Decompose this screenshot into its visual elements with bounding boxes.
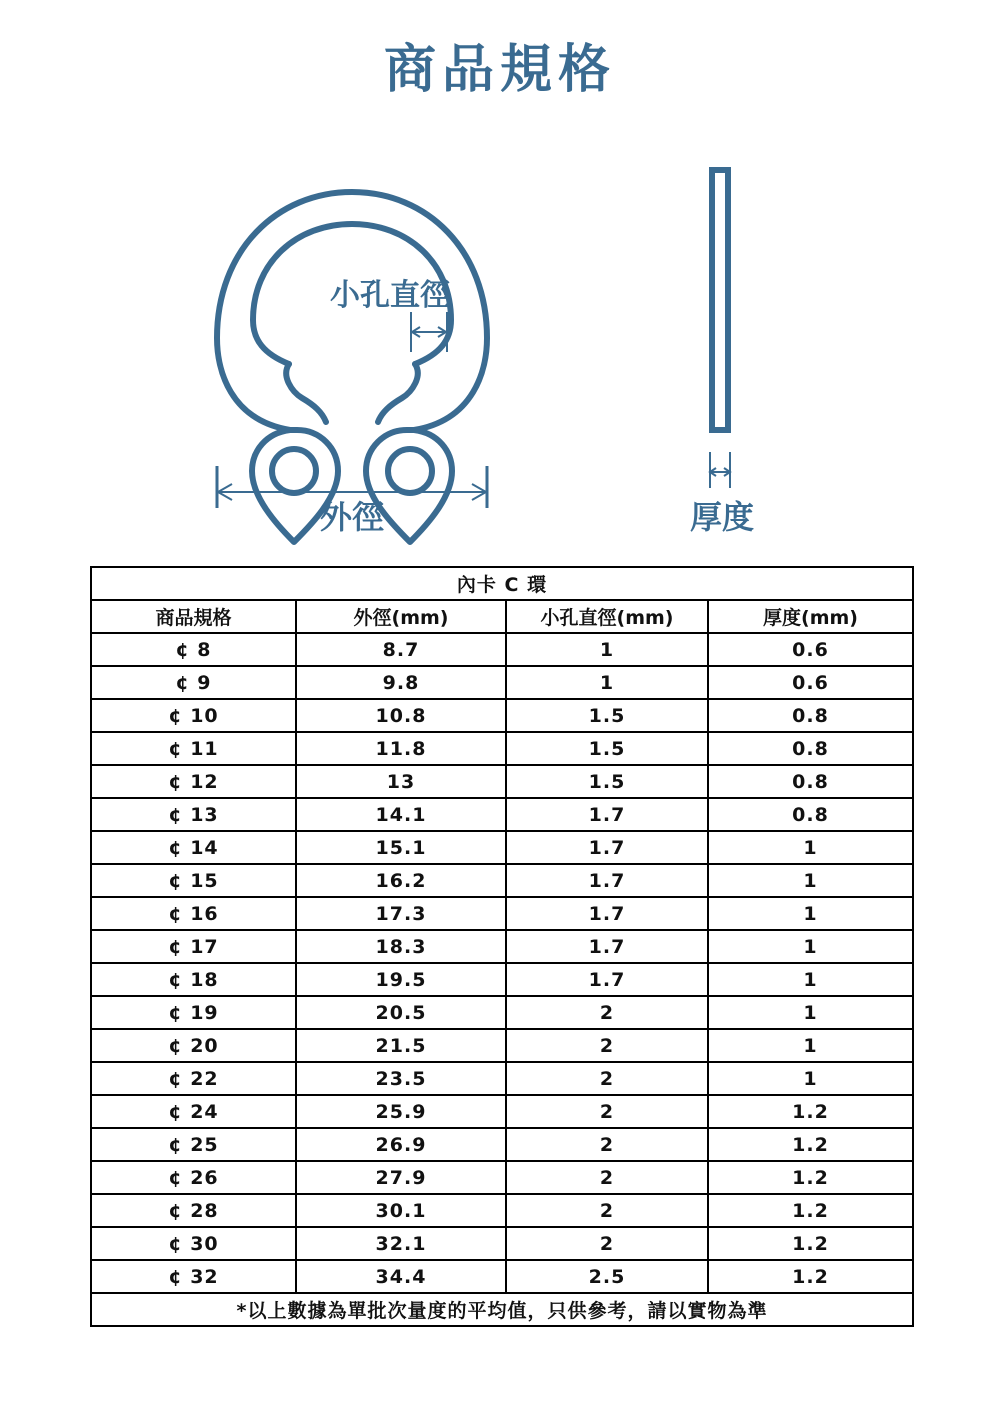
- cell-hole-diameter: 1.7: [506, 897, 708, 930]
- cell-outer-diameter: 17.3: [296, 897, 506, 930]
- cell-thickness: 1: [708, 1029, 913, 1062]
- cell-spec: ¢ 19: [91, 996, 296, 1029]
- table-row: [91, 699, 913, 732]
- cell-hole-diameter: 1.5: [506, 765, 708, 798]
- table-row: [91, 732, 913, 765]
- cell-spec: ¢ 26: [91, 1161, 296, 1194]
- cell-outer-diameter: 32.1: [296, 1227, 506, 1260]
- table-row: [91, 765, 913, 798]
- diagram-svg: [0, 140, 1000, 560]
- cell-outer-diameter: 8.7: [296, 633, 506, 666]
- cell-hole-diameter: 1.5: [506, 732, 708, 765]
- cell-hole-diameter: 2: [506, 1095, 708, 1128]
- cell-outer-diameter: 16.2: [296, 864, 506, 897]
- column-header-outer-diameter: 外徑(mm): [296, 600, 506, 633]
- cell-spec: ¢ 12: [91, 765, 296, 798]
- table-row: [91, 666, 913, 699]
- table-row: [91, 864, 913, 897]
- cell-hole-diameter: 1: [506, 633, 708, 666]
- retaining-ring-side-view: [712, 170, 728, 430]
- cell-thickness: 1: [708, 831, 913, 864]
- table-row: [91, 897, 913, 930]
- cell-thickness: 1: [708, 897, 913, 930]
- product-diagram: [0, 140, 1000, 560]
- cell-thickness: 0.8: [708, 798, 913, 831]
- cell-thickness: 1.2: [708, 1128, 913, 1161]
- cell-thickness: 1.2: [708, 1095, 913, 1128]
- cell-outer-diameter: 15.1: [296, 831, 506, 864]
- cell-outer-diameter: 20.5: [296, 996, 506, 1029]
- cell-thickness: 0.8: [708, 699, 913, 732]
- cell-thickness: 0.6: [708, 633, 913, 666]
- table-row: [91, 1227, 913, 1260]
- table-row: [91, 798, 913, 831]
- outer-diameter-label: 外徑: [319, 498, 385, 536]
- table-header-row: [91, 600, 913, 633]
- thickness-label: 厚度: [689, 498, 755, 536]
- cell-hole-diameter: 1: [506, 666, 708, 699]
- table-row: [91, 1029, 913, 1062]
- cell-outer-diameter: 14.1: [296, 798, 506, 831]
- thickness-dimension: [710, 452, 730, 488]
- cell-hole-diameter: 1.7: [506, 831, 708, 864]
- cell-thickness: 1.2: [708, 1260, 913, 1293]
- thickness-plate: [712, 170, 728, 430]
- cell-outer-diameter: 19.5: [296, 963, 506, 996]
- cell-outer-diameter: 13: [296, 765, 506, 798]
- spec-table: [90, 566, 914, 1327]
- cell-hole-diameter: 2: [506, 1128, 708, 1161]
- cell-thickness: 1.2: [708, 1194, 913, 1227]
- cell-hole-diameter: 1.7: [506, 930, 708, 963]
- cell-spec: ¢ 25: [91, 1128, 296, 1161]
- cell-spec: ¢ 9: [91, 666, 296, 699]
- cell-outer-diameter: 18.3: [296, 930, 506, 963]
- table-row: [91, 633, 913, 666]
- cell-outer-diameter: 10.8: [296, 699, 506, 732]
- cell-outer-diameter: 26.9: [296, 1128, 506, 1161]
- cell-outer-diameter: 34.4: [296, 1260, 506, 1293]
- cell-spec: ¢ 30: [91, 1227, 296, 1260]
- retaining-ring-front-view: [217, 192, 487, 542]
- ring-right-lug-hole: [388, 449, 432, 493]
- cell-outer-diameter: 25.9: [296, 1095, 506, 1128]
- cell-outer-diameter: 9.8: [296, 666, 506, 699]
- cell-thickness: 0.8: [708, 765, 913, 798]
- cell-spec: ¢ 22: [91, 1062, 296, 1095]
- table-row: [91, 1062, 913, 1095]
- table-row: [91, 1260, 913, 1293]
- table-row: [91, 831, 913, 864]
- cell-thickness: 0.8: [708, 732, 913, 765]
- cell-hole-diameter: 2: [506, 1194, 708, 1227]
- table-row: [91, 1128, 913, 1161]
- cell-outer-diameter: 11.8: [296, 732, 506, 765]
- cell-hole-diameter: 1.7: [506, 864, 708, 897]
- cell-thickness: 1: [708, 963, 913, 996]
- cell-thickness: 1: [708, 930, 913, 963]
- spec-table-container: [90, 566, 912, 1327]
- cell-spec: ¢ 20: [91, 1029, 296, 1062]
- cell-hole-diameter: 2: [506, 1029, 708, 1062]
- cell-thickness: 0.6: [708, 666, 913, 699]
- cell-hole-diameter: 1.7: [506, 798, 708, 831]
- column-header-spec: 商品規格: [91, 600, 296, 633]
- ring-right-lug-shoulder: [378, 364, 418, 422]
- table-row: [91, 1095, 913, 1128]
- page-title: 商品規格: [383, 40, 616, 100]
- cell-spec: ¢ 10: [91, 699, 296, 732]
- cell-hole-diameter: 2: [506, 1161, 708, 1194]
- cell-spec: ¢ 15: [91, 864, 296, 897]
- spec-table-foot: [91, 1293, 913, 1326]
- cell-spec: ¢ 32: [91, 1260, 296, 1293]
- cell-outer-diameter: 21.5: [296, 1029, 506, 1062]
- cell-hole-diameter: 2: [506, 1062, 708, 1095]
- cell-hole-diameter: 1.5: [506, 699, 708, 732]
- cell-spec: ¢ 17: [91, 930, 296, 963]
- cell-thickness: 1: [708, 996, 913, 1029]
- column-header-hole-diameter: 小孔直徑(mm): [506, 600, 708, 633]
- cell-spec: ¢ 28: [91, 1194, 296, 1227]
- cell-thickness: 1: [708, 1062, 913, 1095]
- table-row: [91, 930, 913, 963]
- cell-thickness: 1.2: [708, 1161, 913, 1194]
- hole-diameter-label: 小孔直徑: [330, 278, 450, 313]
- spec-table-body: [91, 567, 913, 1293]
- cell-hole-diameter: 2: [506, 1227, 708, 1260]
- cell-hole-diameter: 2.5: [506, 1260, 708, 1293]
- footer-note: *以上數據為單批次量度的平均值，只供參考，請以實物為準: [91, 1293, 913, 1326]
- cell-outer-diameter: 30.1: [296, 1194, 506, 1227]
- footer-note-row: [91, 1293, 913, 1326]
- column-header-thickness: 厚度(mm): [708, 600, 913, 633]
- cell-thickness: 1.2: [708, 1227, 913, 1260]
- cell-spec: ¢ 13: [91, 798, 296, 831]
- ring-left-lug-shoulder: [286, 364, 326, 422]
- cell-spec: ¢ 14: [91, 831, 296, 864]
- cell-outer-diameter: 27.9: [296, 1161, 506, 1194]
- cell-spec: ¢ 24: [91, 1095, 296, 1128]
- cell-spec: ¢ 16: [91, 897, 296, 930]
- table-row: [91, 1161, 913, 1194]
- table-row: [91, 1194, 913, 1227]
- cell-hole-diameter: 2: [506, 996, 708, 1029]
- table-row: [91, 963, 913, 996]
- ring-left-lug-hole: [272, 449, 316, 493]
- cell-hole-diameter: 1.7: [506, 963, 708, 996]
- cell-thickness: 1: [708, 864, 913, 897]
- table-title-row: [91, 567, 913, 600]
- cell-spec: ¢ 8: [91, 633, 296, 666]
- cell-spec: ¢ 11: [91, 732, 296, 765]
- table-title: 內卡 C 環: [91, 567, 913, 600]
- cell-spec: ¢ 18: [91, 963, 296, 996]
- table-row: [91, 996, 913, 1029]
- cell-outer-diameter: 23.5: [296, 1062, 506, 1095]
